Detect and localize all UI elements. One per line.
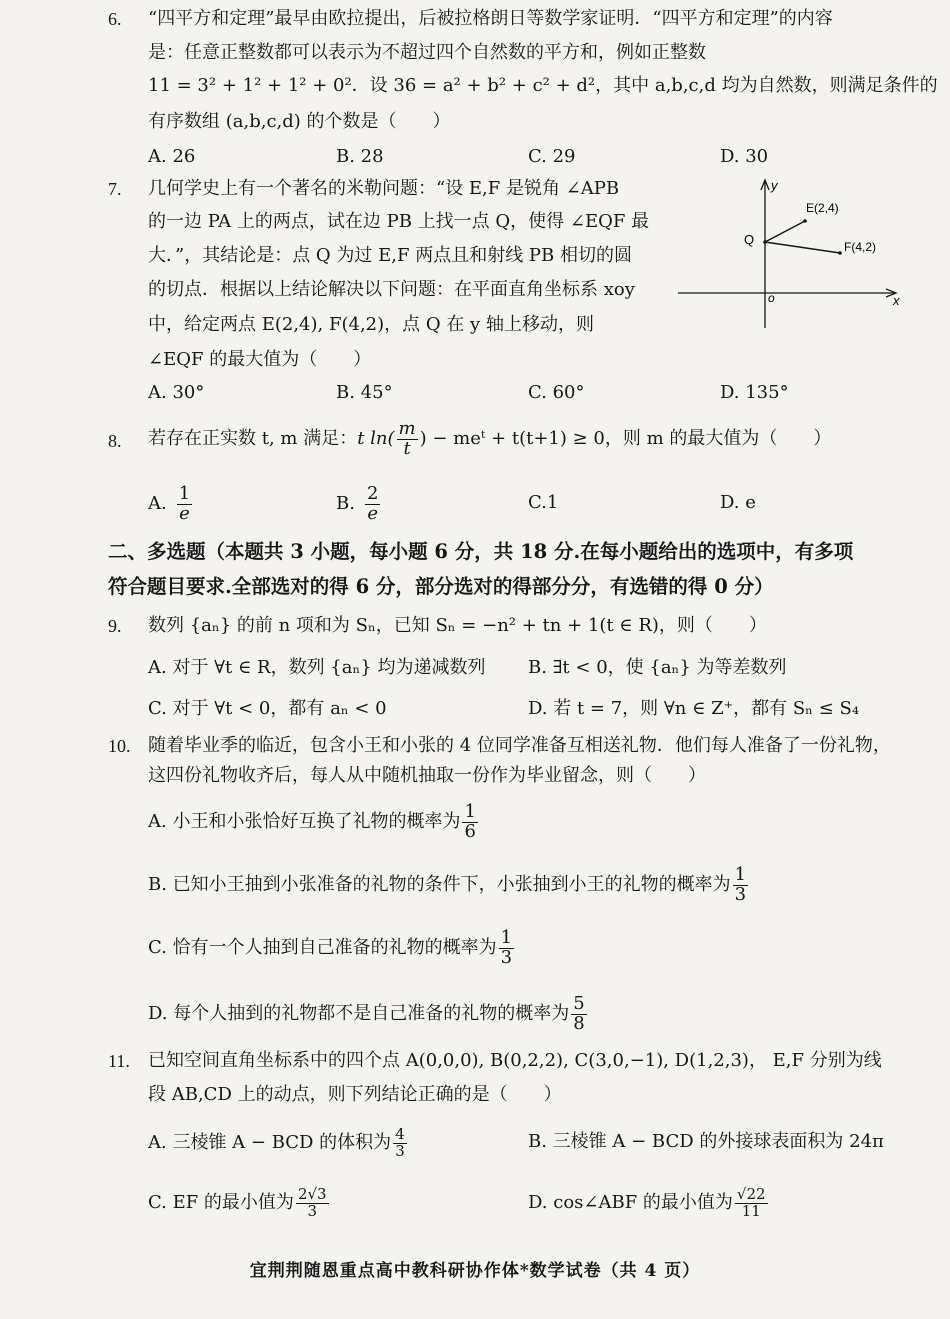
- fraction-numerator: 1: [500, 926, 513, 948]
- question-number: 9.: [108, 616, 122, 636]
- option-label: B.: [336, 492, 355, 514]
- option-d: D. 135°: [720, 382, 789, 403]
- option-label: A.: [148, 492, 167, 514]
- fraction-numerator: m: [398, 417, 416, 439]
- option-a: A. 对于 ∀t ∈ R，数列 {aₙ} 均为递减数列: [148, 657, 486, 678]
- question-text: 数列 {aₙ} 的前 n 项和为 Sₙ，已知 Sₙ = −n² + tn + 1(t ∈ R)，则（ ）: [148, 615, 767, 636]
- fraction-numerator: 1: [464, 800, 476, 822]
- option-d: [148, 988, 589, 1040]
- fraction-denominator: 11: [741, 1201, 761, 1220]
- fraction-numerator: 4: [395, 1124, 405, 1143]
- point-e: [803, 219, 807, 223]
- option-b: B. 45°: [336, 382, 393, 403]
- stem-ln: t ln(: [357, 427, 395, 449]
- label-y: y: [771, 178, 778, 193]
- option-b: B. ∃t < 0，使 {aₙ} 为等差数列: [528, 657, 787, 678]
- option-b: B. 28: [336, 146, 384, 167]
- option-fraction: [393, 1124, 407, 1160]
- option-d: D. 30: [720, 146, 769, 167]
- fraction-m-over-t: [397, 417, 418, 459]
- question-text: 的切点．根据以上结论解决以下问题：在平面直角坐标系 xoy: [148, 279, 635, 300]
- question-text: 已知空间直角坐标系中的四个点 A(0,0,0), B(0,2,2), C(3,0,−1), D(1,2,3)， E,F 分别为线: [148, 1050, 882, 1071]
- option-d: D. e: [720, 492, 756, 513]
- option-a: [148, 1118, 409, 1168]
- option-text: B. 已知小王抽到小张准备的礼物的条件下，小张抽到小王的礼物的概率为: [148, 873, 731, 895]
- option-a: A. 30°: [148, 382, 205, 403]
- option-c: C. 对于 ∀t < 0，都有 aₙ < 0: [148, 698, 387, 719]
- question-number: 10.: [108, 736, 131, 756]
- option-b: [148, 859, 750, 911]
- question-number: 7.: [108, 179, 122, 199]
- stem-prefix: 若存在正实数 t, m 满足：: [148, 427, 358, 449]
- option-fraction: [177, 482, 192, 524]
- question-text: 11 = 3² + 1² + 1² + 0²．设 36 = a² + b² + c² + d²，其中 a,b,c,d 均为自然数，则满足条件的: [148, 75, 938, 96]
- question-text: 有序数组 (a,b,c,d) 的个数是（ ）: [148, 111, 451, 132]
- fraction-numerator: 1: [734, 863, 747, 885]
- option-fraction: [365, 482, 380, 524]
- fraction-denominator: 3: [307, 1201, 318, 1220]
- option-c: [148, 1178, 331, 1228]
- question-text: 是：任意正整数都可以表示为不超过四个自然数的平方和，例如正整数: [148, 42, 706, 63]
- question-text: 的一边 PA 上的两点，试在边 PB 上找一点 Q，使得 ∠EQF 最: [148, 211, 650, 232]
- fraction-numerator: √22: [736, 1184, 766, 1203]
- option-text: C. EF 的最小值为: [148, 1191, 294, 1213]
- fraction-numerator: 5: [573, 992, 585, 1014]
- option-a: A. 26: [148, 146, 196, 167]
- label-origin: o: [768, 291, 775, 305]
- question-number: 6.: [108, 9, 122, 29]
- option-fraction: [296, 1184, 329, 1220]
- option-fraction: [499, 926, 514, 968]
- question-text: 这四份礼物收齐后，每人从中随机抽取一份作为毕业留念，则（ ）: [148, 765, 706, 786]
- coordinate-figure: [672, 172, 912, 332]
- option-d: [528, 1178, 770, 1228]
- stem-suffix: ) − meᵗ + t(t+1) ≥ 0，则 m 的最大值为（ ）: [419, 427, 832, 449]
- fraction-numerator: 1: [178, 482, 191, 504]
- option-text: A. 三棱锥 A − BCD 的体积为: [148, 1131, 392, 1153]
- question-text: 几何学史上有一个著名的米勒问题：“设 E,F 是锐角 ∠APB: [148, 178, 620, 199]
- option-text: D. 每个人抽到的礼物都不是自己准备的礼物的概率为: [148, 1002, 570, 1024]
- option-fraction: [733, 863, 748, 905]
- fraction-denominator: 8: [573, 1012, 585, 1034]
- option-c: C. 29: [528, 146, 576, 167]
- label-x: x: [893, 293, 900, 308]
- question-text: [148, 414, 831, 464]
- fraction-denominator: 3: [500, 946, 513, 968]
- option-c: C.1: [528, 492, 559, 513]
- page-footer: 宜荆荆随恩重点高中教科研协作体*数学试卷（共 4 页）: [249, 1261, 701, 1281]
- fraction-denominator: t: [403, 437, 411, 459]
- label-f: F(4,2): [844, 240, 877, 254]
- question-text: ∠EQF 的最大值为（ ）: [148, 349, 372, 370]
- option-text: D. cos∠ABF 的最小值为: [528, 1191, 733, 1213]
- question-number: 8.: [108, 431, 122, 451]
- option-b: [336, 478, 382, 530]
- option-d: D. 若 t = 7，则 ∀n ∈ Z⁺，都有 Sₙ ≤ S₄: [528, 698, 860, 719]
- fraction-numerator: 2: [366, 482, 379, 504]
- segment-qf: [765, 242, 840, 253]
- question-number: 11.: [108, 1051, 130, 1071]
- option-text: A. 小王和小张恰好互换了礼物的概率为: [148, 810, 461, 832]
- fraction-denominator: 6: [464, 820, 476, 842]
- question-text: 大．”，其结论是：点 Q 为过 E,F 两点且和射线 PB 相切的圆: [148, 245, 632, 266]
- label-e: E(2,4): [806, 201, 839, 215]
- fraction-denominator: 3: [395, 1141, 405, 1160]
- option-text: C. 恰有一个人抽到自己准备的礼物的概率为: [148, 936, 497, 958]
- point-f: [838, 251, 842, 255]
- point-q: [763, 240, 767, 244]
- option-a: [148, 796, 480, 848]
- option-a: [148, 478, 194, 530]
- question-text: 中，给定两点 E(2,4), F(4,2)，点 Q 在 y 轴上移动，则: [148, 314, 594, 335]
- question-text: “四平方和定理”最早由欧拉提出，后被拉格朗日等数学家证明．“四平方和定理”的内容: [148, 8, 833, 29]
- fraction-numerator: 2√3: [297, 1184, 327, 1203]
- option-fraction: [571, 992, 586, 1034]
- segment-qe: [765, 221, 805, 242]
- fraction-denominator: e: [179, 502, 190, 524]
- option-fraction: [462, 800, 477, 842]
- section-heading-line: 符合题目要求.全部选对的得 6 分，部分选对的得部分分，有选错的得 0 分）: [108, 575, 774, 598]
- option-b: B. 三棱锥 A − BCD 的外接球表面积为 24π: [528, 1131, 884, 1152]
- option-fraction: [735, 1184, 768, 1220]
- question-text: 段 AB,CD 上的动点，则下列结论正确的是（ ）: [148, 1084, 562, 1105]
- fraction-denominator: 3: [734, 883, 747, 905]
- section-heading-line: 二、多选题（本题共 3 小题，每小题 6 分，共 18 分.在每小题给出的选项中，有多项: [108, 540, 854, 563]
- option-c: [148, 922, 516, 974]
- label-q: Q: [744, 232, 755, 247]
- option-c: C. 60°: [528, 382, 585, 403]
- question-text: 随着毕业季的临近，包含小王和小张的 4 位同学准备互相送礼物．他们每人准备了一份礼物，: [148, 735, 891, 756]
- fraction-denominator: e: [367, 502, 378, 524]
